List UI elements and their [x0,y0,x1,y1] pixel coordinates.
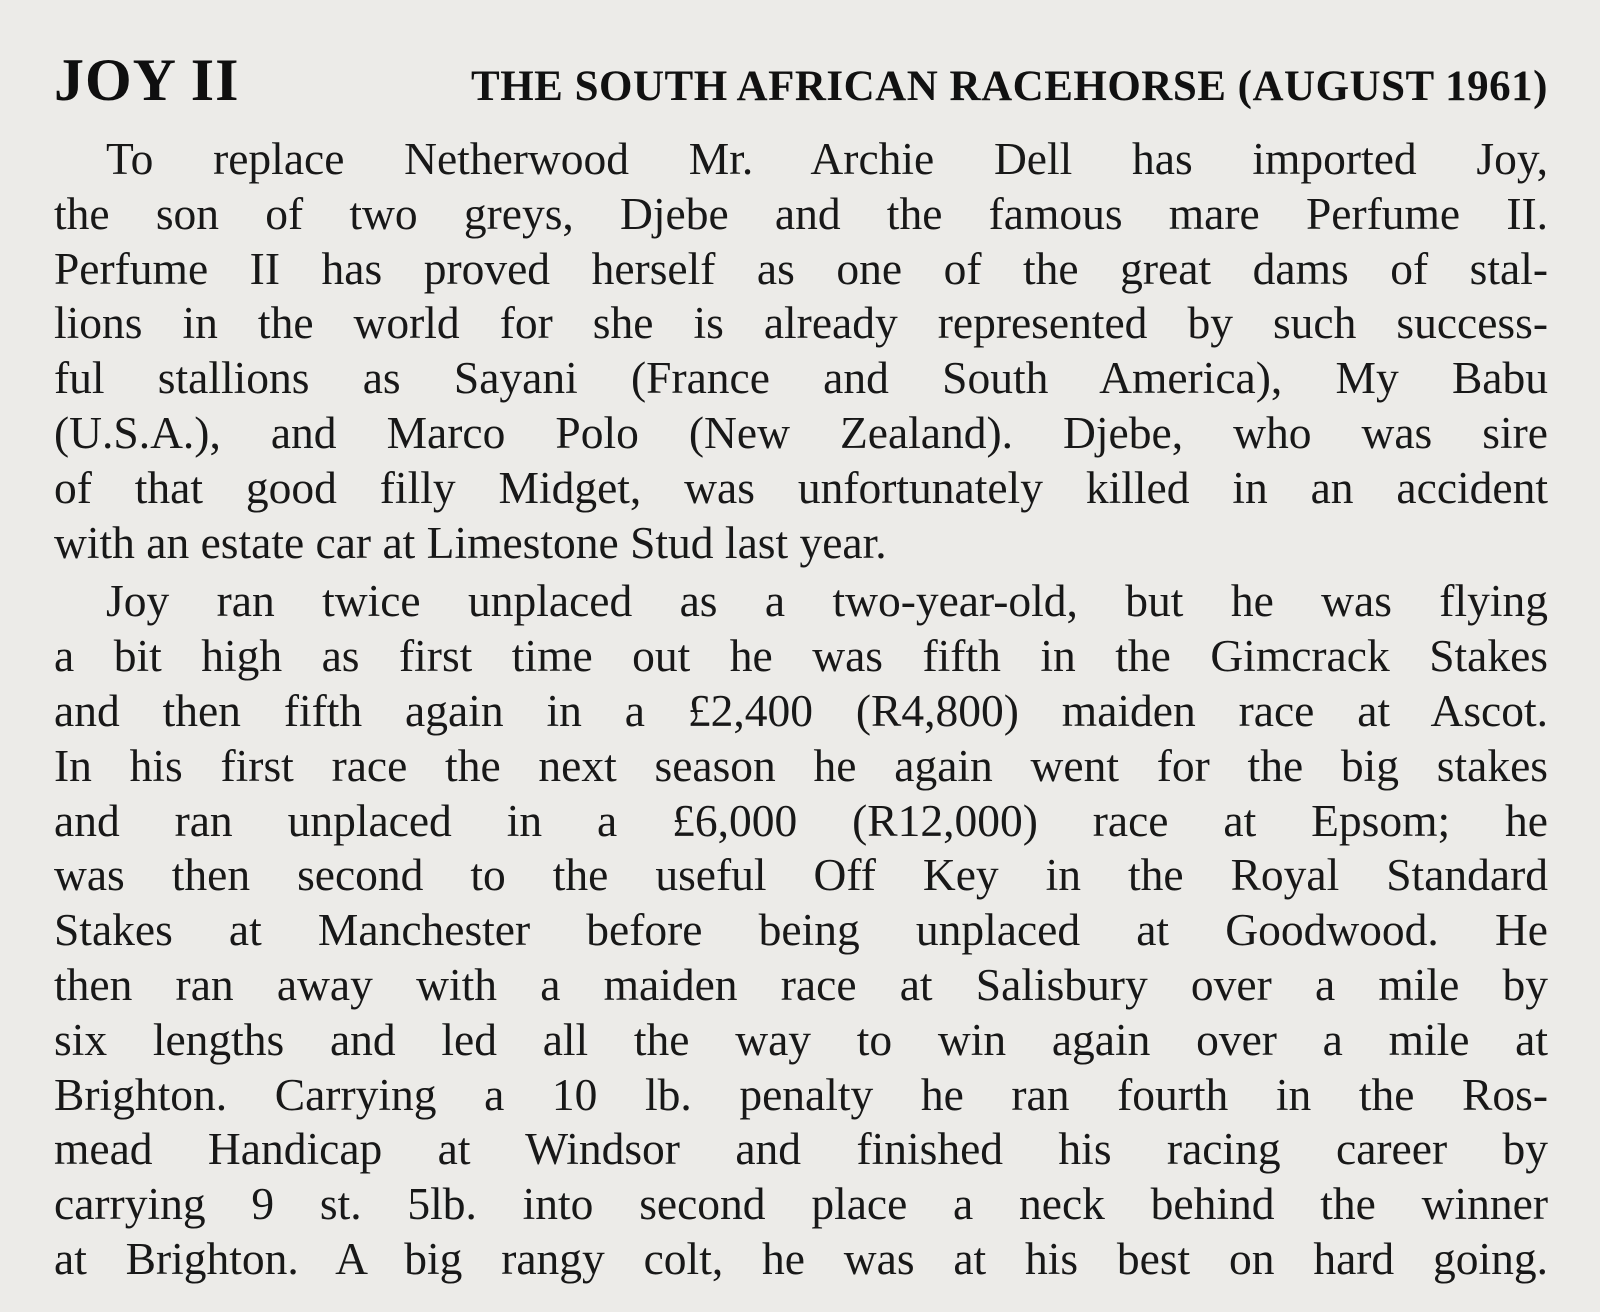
text-line: ful stallions as Sayani (France and South America), My Babu [54,352,1548,404]
text-line: lions in the world for she is already represented by such success- [54,297,1548,349]
text-line: and ran unplaced in a £6,000 (R12,000) race at Epsom; he [54,794,1548,846]
text-line: with an estate car at Limestone Stud last year. [54,516,887,568]
text-line: a bit high as first time out he was fifth in the Gimcrack Stakes [54,630,1548,682]
text-line: then ran away with a maiden race at Salisbury over a mile by [54,958,1548,1010]
paragraph-2 [54,574,1548,1286]
text-line: was then second to the useful Off Key in the Royal Standard [54,849,1548,901]
text-line: Perfume II has proved herself as one of the great dams of stal- [54,242,1548,294]
text-line: carrying 9 st. 5lb. into second place a neck behind the winner [54,1178,1548,1230]
document-header [54,46,1548,118]
text-line: (U.S.A.), and Marco Polo (New Zealand). Djebe, who was sire [54,406,1548,458]
text-line: six lengths and led all the way to win again over a mile at [54,1013,1548,1065]
text-line: at Brighton. A big rangy colt, he was at his best on hard going. [54,1232,1548,1284]
text-line: of that good filly Midget, was unfortunately killed in an accident [54,461,1548,513]
article-body [54,132,1548,1287]
document-title: THE SOUTH AFRICAN RACEHORSE (AUGUST 1961) [471,63,1548,110]
paragraph-1 [54,132,1548,570]
document-label: JOY II [54,47,240,113]
text-line: In his first race the next season he again went for the big stakes [54,739,1548,791]
text-line: Brighton. Carrying a 10 lb. penalty he ran fourth in the Ros- [54,1068,1548,1120]
text-line: Joy ran twice unplaced as a two-year-old, but he was flying [106,575,1548,627]
text-line: To replace Netherwood Mr. Archie Dell has imported Joy, [106,133,1548,184]
text-line: the son of two greys, Djebe and the famous mare Perfume II. [54,187,1548,239]
text-line: mead Handicap at Windsor and finished his racing career by [54,1123,1548,1175]
text-line: and then fifth again in a £2,400 (R4,800) maiden race at Ascot. [54,684,1548,736]
text-line: Stakes at Manchester before being unplaced at Goodwood. He [54,904,1548,956]
